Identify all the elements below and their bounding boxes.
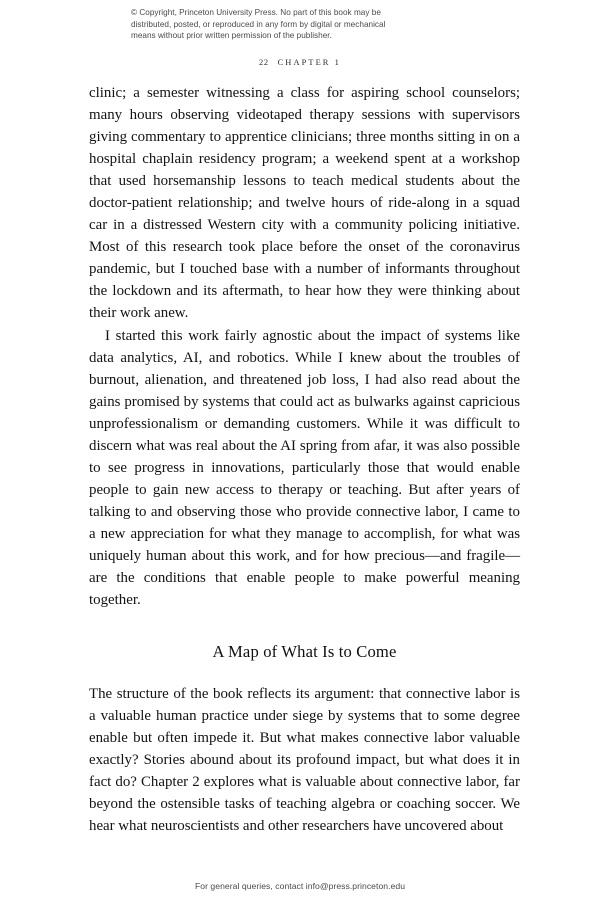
copyright-notice xyxy=(131,7,471,42)
body-paragraph-3: The structure of the book reflects its argument: that connective labor is a valuable human practice under siege by systems that to some degree enable but often impede it. But what makes connective labor valuable exactly? Stories abound about its profound impact, but what does it in fact do? Chapter 2 explores what is valuable about connective labor, far beyond the ostensible tasks of teaching algebra or coaching soccer. We hear what neuroscientists and other researchers have uncovered about xyxy=(89,686,520,835)
copyright-line-2: distributed, posted, or reproduced in any form by digital or mechanical xyxy=(131,19,386,29)
text-column xyxy=(89,82,520,837)
page-number: 22 xyxy=(259,58,269,67)
copyright-line-1: © Copyright, Princeton University Press. No part of this book may be xyxy=(131,8,381,17)
body-paragraph-2: I started this work fairly agnostic about the impact of systems like data analytics, AI, and robotics. While I knew about the troubles of burnout, alienation, and threatened job loss, I had also read about the gains promised by systems that could act as bulwarks against capricious unprofessionalism or demanding customers. While it was difficult to discern what was real about the AI spring from afar, it was also possible to see progress in innovations, particularly those that would enable people to gain new access to therapy or teaching. But after years of talking to and observing those who provide connective labor, I came to a new appreciation for what they manage to accomplish, for what was uniquely human about this work, and for how precious—and fragile—are the conditions that enable people to make powerful meaning together. xyxy=(89,327,520,609)
section-heading: A Map of What Is to Come xyxy=(212,642,397,662)
body-paragraph-1: clinic; a semester witnessing a class for aspiring school counselors; many hours observing videotaped therapy sessions with supervisors giving commentary to apprentice clinicians; three months sitting in on a hospital chaplain residency program; a weekend spent at a workshop that used horsemanship lessons to teach medical students about the doctor-patient relationship; and twelve hours of ride-along in a squad car in a distressed Western city with a community policing initiative. Most of this research took place before the onset of the coronavirus pandemic, but I touched base with a number of informants throughout the lockdown and its aftermath, to hear how they were thinking about their work anew. xyxy=(89,85,520,322)
footer-queries-notice: For general queries, contact info@press.princeton.edu xyxy=(194,881,406,891)
running-head xyxy=(0,58,600,67)
heading-spacer-bottom xyxy=(89,663,520,683)
copyright-line-3: means without prior written permission of the publisher. xyxy=(131,31,332,41)
heading-spacer-top xyxy=(89,611,520,641)
chapter-label: CHAPTER 1 xyxy=(277,58,341,67)
